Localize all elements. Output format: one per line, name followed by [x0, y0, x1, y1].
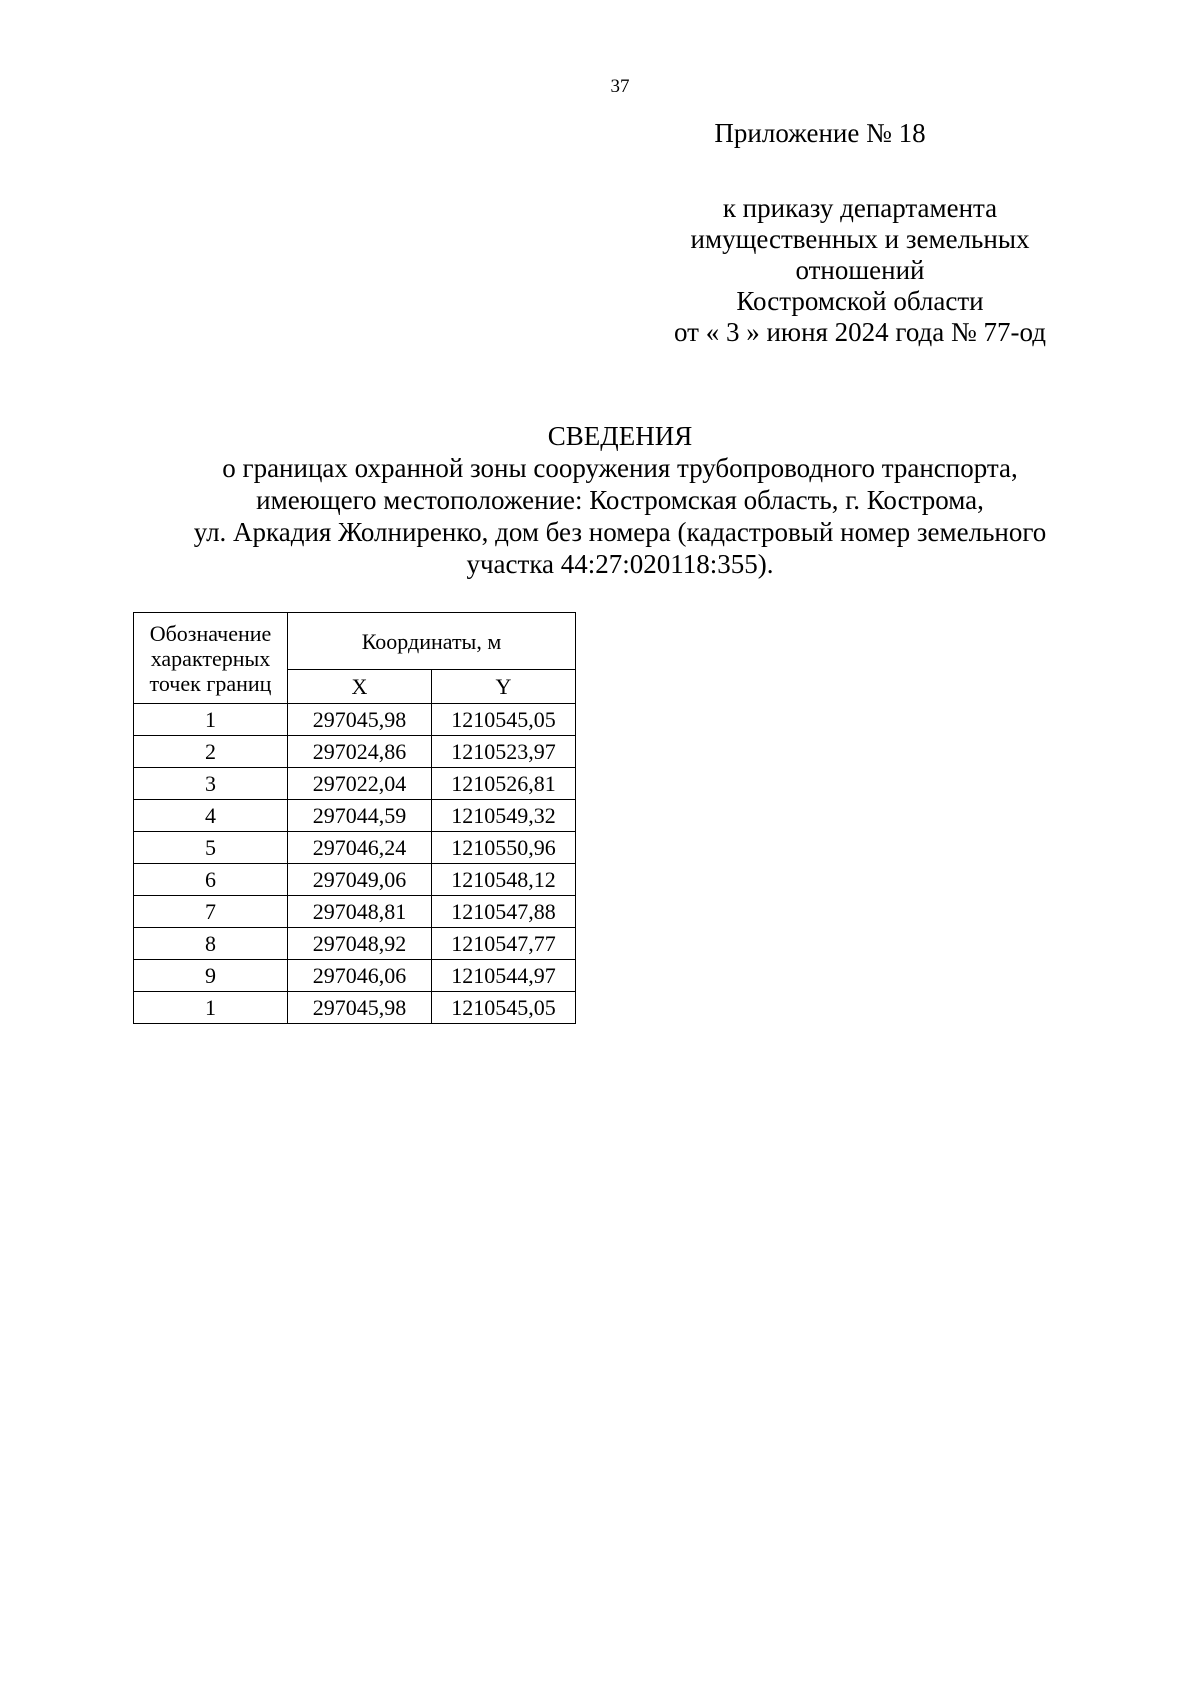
document-subtitle-line: о границах охранной зоны сооружения трубопроводного транспорта,	[222, 453, 1018, 483]
y-cell: 1210526,81	[432, 768, 576, 800]
y-cell: 1210545,05	[432, 704, 576, 736]
y-cell: 1210547,77	[432, 928, 576, 960]
point-cell: 7	[134, 896, 288, 928]
point-cell: 4	[134, 800, 288, 832]
document-subtitle-line: имеющего местоположение: Костромская область, г. Кострома,	[256, 485, 984, 515]
x-cell: 297048,81	[288, 896, 432, 928]
appendix-ref-line: имущественных и земельных	[690, 224, 1030, 254]
x-cell: 297048,92	[288, 928, 432, 960]
point-cell: 1	[134, 704, 288, 736]
x-cell: 297045,98	[288, 992, 432, 1024]
y-cell: 1210549,32	[432, 800, 576, 832]
x-cell: 297024,86	[288, 736, 432, 768]
page-number: 37	[610, 76, 630, 97]
y-cell: 1210545,05	[432, 992, 576, 1024]
x-cell: 297044,59	[288, 800, 432, 832]
x-cell: 297046,06	[288, 960, 432, 992]
y-cell: 1210523,97	[432, 736, 576, 768]
point-cell: 3	[134, 768, 288, 800]
point-cell: 5	[134, 832, 288, 864]
point-designation-header	[134, 613, 288, 704]
document-subtitle-line: участка 44:27:020118:355).	[466, 549, 774, 579]
point-header-line: характерных	[150, 645, 271, 671]
appendix-ref-line: от « 3 » июня 2024 года № 77-од	[674, 317, 1046, 347]
y-cell: 1210550,96	[432, 832, 576, 864]
x-cell: 297049,06	[288, 864, 432, 896]
appendix-title: Приложение № 18	[714, 118, 926, 148]
table-row	[134, 704, 576, 736]
point-cell: 9	[134, 960, 288, 992]
document-heading	[120, 420, 1120, 580]
table-row	[134, 992, 576, 1024]
point-cell: 2	[134, 736, 288, 768]
point-cell: 1	[134, 992, 288, 1024]
x-cell: 297022,04	[288, 768, 432, 800]
y-cell: 1210547,88	[432, 896, 576, 928]
point-header-line: точек границ	[149, 670, 272, 696]
table-row	[134, 928, 576, 960]
x-column-header: X	[288, 670, 432, 704]
point-header-line: Обозначение	[149, 620, 272, 646]
table-row	[134, 800, 576, 832]
table-row	[134, 736, 576, 768]
appendix-ref-line: отношений	[795, 255, 925, 285]
document-title: СВЕДЕНИЯ	[547, 421, 693, 451]
coordinates-table	[133, 612, 576, 1024]
appendix-reference	[630, 193, 1090, 348]
table-row	[134, 960, 576, 992]
y-column-header: Y	[432, 670, 576, 704]
point-cell: 8	[134, 928, 288, 960]
table-row	[134, 832, 576, 864]
coordinates-header: Координаты, м	[288, 613, 576, 670]
appendix-ref-line: к приказу департамента	[722, 193, 998, 223]
document-subtitle-line: ул. Аркадия Жолниренко, дом без номера (кадастровый номер земельного	[193, 517, 1047, 547]
table-row	[134, 864, 576, 896]
y-cell: 1210544,97	[432, 960, 576, 992]
point-cell: 6	[134, 864, 288, 896]
x-cell: 297045,98	[288, 704, 432, 736]
appendix-ref-line: Костромской области	[736, 286, 984, 316]
table-row	[134, 896, 576, 928]
x-cell: 297046,24	[288, 832, 432, 864]
y-cell: 1210548,12	[432, 864, 576, 896]
table-row	[134, 768, 576, 800]
